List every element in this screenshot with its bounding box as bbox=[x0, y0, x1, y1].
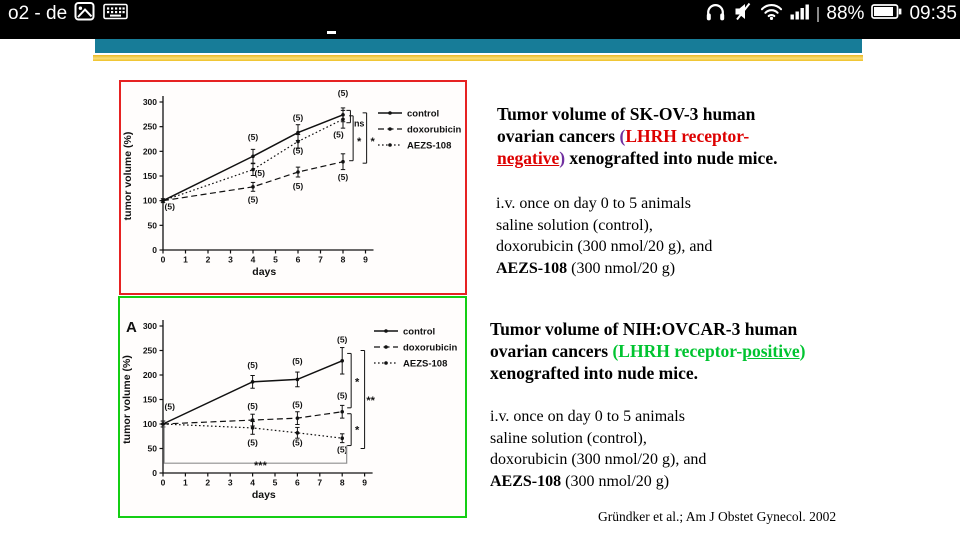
svg-text:150: 150 bbox=[142, 394, 157, 405]
svg-text:200: 200 bbox=[142, 146, 157, 157]
svg-text:(5): (5) bbox=[164, 201, 175, 212]
chart-canvas-nih-ovcar-3 bbox=[120, 298, 465, 516]
svg-text:6: 6 bbox=[295, 477, 300, 488]
slide-title-bar bbox=[95, 39, 862, 53]
svg-text:(5): (5) bbox=[247, 360, 258, 371]
svg-text:(5): (5) bbox=[247, 400, 258, 411]
svg-text:(5): (5) bbox=[247, 437, 258, 448]
status-bar bbox=[0, 0, 960, 39]
svg-text:300: 300 bbox=[142, 97, 157, 107]
svg-text:(5): (5) bbox=[254, 168, 265, 178]
clock: 09:35 bbox=[909, 3, 957, 24]
svg-text:2: 2 bbox=[205, 254, 211, 265]
svg-text:5: 5 bbox=[272, 477, 278, 488]
svg-text:(5): (5) bbox=[337, 334, 348, 345]
status-bar-left bbox=[8, 1, 128, 27]
svg-text:6: 6 bbox=[295, 254, 301, 265]
chart-canvas-sk-ov-3 bbox=[121, 82, 465, 293]
svg-text:***: *** bbox=[254, 460, 267, 473]
svg-text:(5): (5) bbox=[292, 180, 304, 191]
signal-icon bbox=[790, 3, 810, 25]
svg-text:(5): (5) bbox=[337, 444, 348, 455]
svg-text:0: 0 bbox=[152, 468, 157, 478]
chart-panel-sk-ov-3 bbox=[119, 80, 467, 295]
svg-text:150: 150 bbox=[142, 171, 157, 181]
svg-text:3: 3 bbox=[228, 254, 233, 265]
svg-text:3: 3 bbox=[227, 477, 233, 488]
svg-text:*: * bbox=[370, 135, 375, 148]
svg-text:AEZS-108: AEZS-108 bbox=[403, 358, 448, 370]
svg-text:(5): (5) bbox=[292, 399, 303, 410]
svg-text:1: 1 bbox=[183, 254, 188, 265]
svg-text:8: 8 bbox=[339, 477, 345, 488]
svg-text:tumor volume (%): tumor volume (%) bbox=[122, 131, 134, 221]
slide-accent-bar bbox=[93, 55, 863, 61]
svg-text:9: 9 bbox=[363, 254, 368, 265]
svg-text:(5): (5) bbox=[292, 112, 304, 123]
status-bar-right bbox=[705, 1, 957, 27]
battery-icon bbox=[871, 3, 902, 25]
svg-text:0: 0 bbox=[160, 477, 166, 488]
svg-text:control: control bbox=[403, 326, 436, 338]
svg-text:(5): (5) bbox=[333, 129, 344, 140]
svg-text:2: 2 bbox=[205, 477, 211, 488]
treatment-notes-nih-ovcar-3: i.v. once on day 0 to 5 animals saline solution (control), doxorubicin (300 nmol/20 g), and AEZS-108 (300 nmol/20 g) bbox=[490, 408, 707, 490]
svg-text:A: A bbox=[126, 319, 137, 336]
svg-text:**: ** bbox=[366, 394, 375, 407]
clipped-header-text-fragment bbox=[327, 31, 336, 34]
keyboard-icon bbox=[103, 3, 128, 25]
svg-text:ns: ns bbox=[353, 118, 365, 129]
svg-text:50: 50 bbox=[147, 443, 157, 454]
heading-nih-ovcar-3: Tumor volume of NIH:OVCAR-3 human ovarian cancers (LHRH receptor-positive) xenografted into nude mice. bbox=[490, 319, 806, 383]
svg-text:100: 100 bbox=[142, 419, 157, 429]
svg-text:*: * bbox=[355, 424, 360, 437]
svg-text:250: 250 bbox=[142, 121, 157, 132]
svg-text:0: 0 bbox=[160, 254, 166, 265]
svg-text:1: 1 bbox=[183, 477, 188, 488]
svg-text:*: * bbox=[356, 135, 362, 148]
svg-text:(5): (5) bbox=[292, 437, 303, 448]
svg-text:doxorubicin: doxorubicin bbox=[403, 342, 458, 354]
svg-text:7: 7 bbox=[317, 477, 323, 488]
svg-text:doxorubicin: doxorubicin bbox=[407, 124, 462, 136]
svg-text:9: 9 bbox=[362, 477, 367, 488]
svg-text:(5): (5) bbox=[292, 356, 303, 367]
svg-text:(5): (5) bbox=[337, 171, 349, 182]
svg-text:tumor volume (%): tumor volume (%) bbox=[121, 355, 133, 444]
status-divider bbox=[817, 7, 819, 22]
svg-text:(5): (5) bbox=[337, 390, 348, 401]
mute-icon bbox=[733, 2, 753, 26]
chart-panel-nih-ovcar-3 bbox=[118, 296, 467, 518]
svg-text:50: 50 bbox=[147, 220, 157, 231]
citation: Gründker et al.; Am J Obstet Gynecol. 2002 bbox=[598, 509, 837, 524]
battery-percent-label: 88% bbox=[826, 3, 865, 24]
svg-text:AEZS-108: AEZS-108 bbox=[407, 140, 452, 152]
svg-text:(5): (5) bbox=[247, 194, 259, 205]
svg-text:days: days bbox=[251, 489, 276, 501]
svg-text:300: 300 bbox=[142, 321, 157, 331]
svg-text:4: 4 bbox=[250, 477, 255, 488]
svg-text:(5): (5) bbox=[337, 88, 349, 99]
svg-text:250: 250 bbox=[142, 345, 157, 356]
svg-text:5: 5 bbox=[273, 254, 278, 265]
photo-icon bbox=[74, 1, 96, 27]
svg-text:control: control bbox=[407, 108, 440, 120]
svg-text:200: 200 bbox=[142, 370, 157, 380]
svg-text:(5): (5) bbox=[292, 145, 304, 156]
svg-text:100: 100 bbox=[142, 195, 157, 206]
heading-sk-ov-3: Tumor volume of SK-OV-3 human ovarian cancers (LHRH receptor- negative) xenografted into nude mice. bbox=[497, 104, 778, 168]
svg-text:days: days bbox=[252, 266, 277, 278]
svg-text:0: 0 bbox=[152, 245, 157, 255]
svg-text:(5): (5) bbox=[247, 131, 259, 142]
svg-text:8: 8 bbox=[340, 254, 346, 265]
treatment-notes-sk-ov-3: i.v. once on day 0 to 5 animals saline solution (control), doxorubicin (300 nmol/20 g), and AEZS-108 (300 nmol/20 g) bbox=[496, 195, 713, 277]
wifi-icon bbox=[760, 3, 783, 25]
svg-text:7: 7 bbox=[318, 254, 323, 265]
headphones-icon bbox=[705, 2, 726, 27]
svg-text:(5): (5) bbox=[164, 401, 175, 412]
carrier-label: o2 - de bbox=[8, 3, 68, 24]
svg-text:*: * bbox=[355, 376, 360, 389]
svg-text:4: 4 bbox=[250, 254, 256, 265]
